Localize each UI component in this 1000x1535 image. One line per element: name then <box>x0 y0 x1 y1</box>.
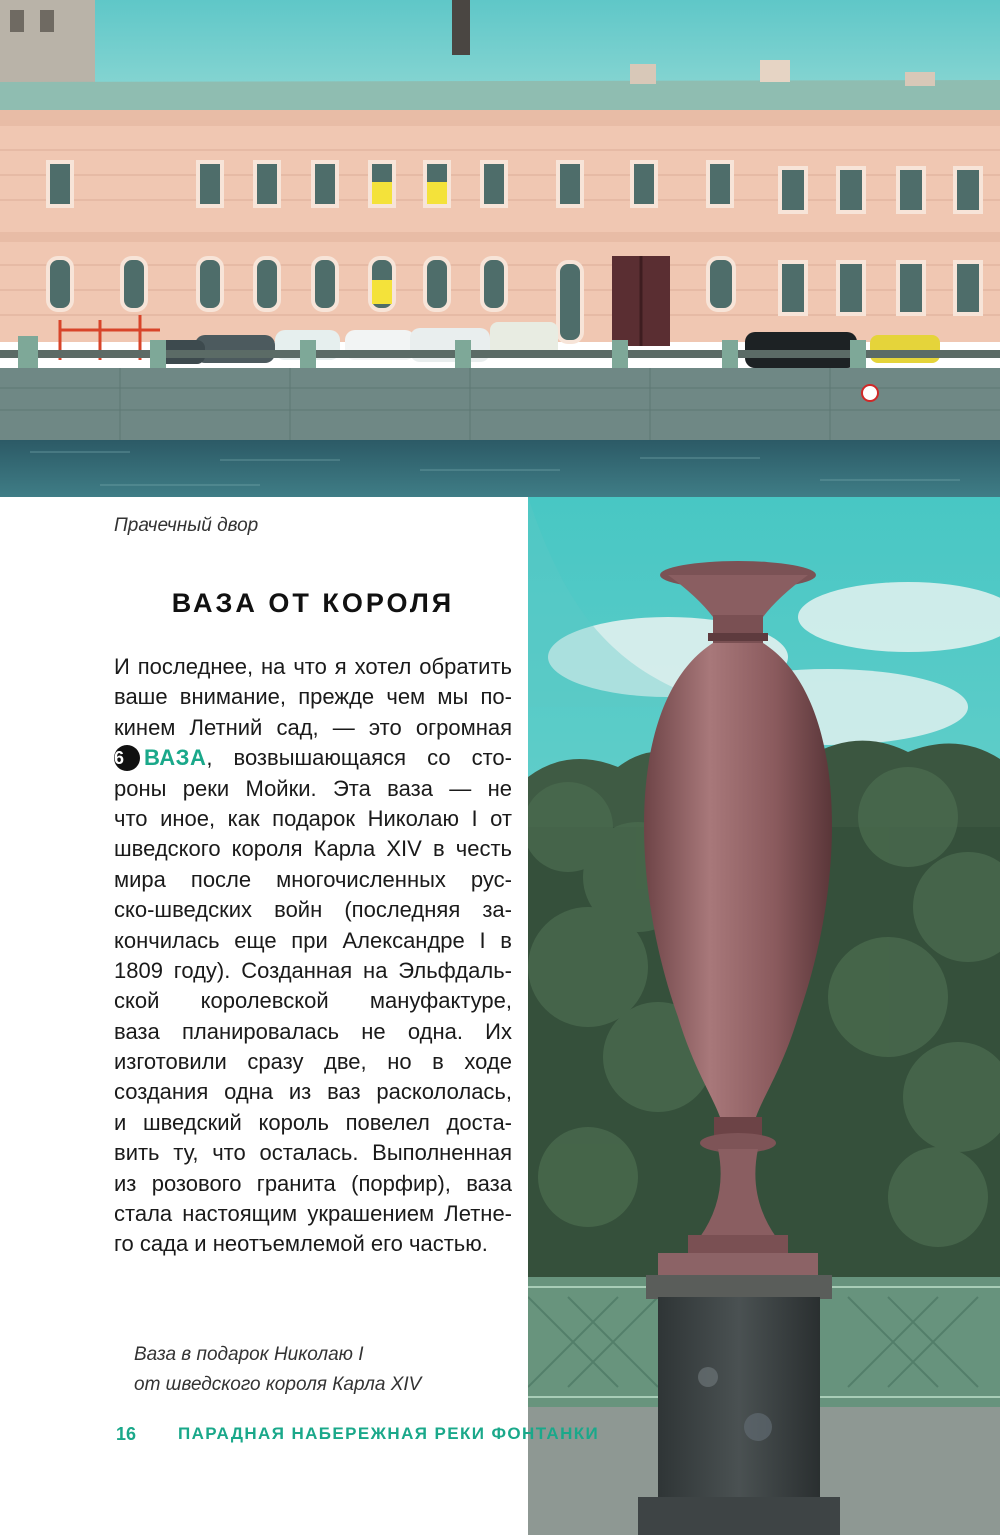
body-line: создания одна из ваз раскололась, <box>114 1079 512 1105</box>
top-photo-caption: Прачечный двор <box>114 515 259 536</box>
vase-photo-caption <box>134 1340 514 1400</box>
body-line: ваза планировалась не одна. Их <box>114 1018 512 1044</box>
laundry-yard-photo <box>0 0 1000 497</box>
body-line: вить ту, что осталась. Выполненная <box>114 1140 512 1166</box>
body-line: 1809 году). Созданная на Эльфдаль- <box>114 957 512 983</box>
body-line: роны реки Мойки. Эта ваза — не <box>114 775 512 801</box>
body-line: изготовили сразу две, но в ходе <box>114 1049 512 1075</box>
body-line: ской королевской мануфактуре, <box>114 988 512 1014</box>
body-line: И последнее, на что я хотел обратить <box>114 654 512 679</box>
body-line: что иное, как подарок Николаю I от <box>114 805 512 831</box>
body-line: стала настоящим украшением Летне- <box>114 1201 512 1227</box>
body-line: мира после многочисленных рус- <box>114 866 512 892</box>
body-line: шведского короля Карла XIV в честь <box>114 836 512 862</box>
highlighted-place-name: ВАЗА <box>144 745 207 771</box>
section-heading: ВАЗА ОТ КОРОЛЯ <box>171 588 455 618</box>
vase-caption-line: Ваза в подарок Николаю I <box>134 1344 364 1365</box>
body-line: кинем Летний сад, — это огромная <box>114 714 512 740</box>
map-marker-number: 6 <box>114 745 140 771</box>
section-body-text <box>114 652 512 1260</box>
porphyry-vase-photo <box>528 497 1000 1535</box>
vase-caption-line: от шведского короля Карла XIV <box>134 1374 422 1395</box>
body-line: ско-шведских войн (последняя за- <box>114 897 512 923</box>
page-number: 16 <box>116 1424 137 1444</box>
body-line: и шведский король повелел доста- <box>114 1109 512 1135</box>
running-title: ПАРАДНАЯ НАБЕРЕЖНАЯ РЕКИ ФОНТАНКИ <box>178 1424 600 1443</box>
body-line: го сада и неотъемлемой его частью. <box>114 1231 488 1257</box>
body-line-with-marker <box>114 743 512 773</box>
body-line: кончилась еще при Александре I в <box>114 927 512 953</box>
body-line-rest: , возвышающаяся со сто- <box>206 745 512 771</box>
body-line: ваше внимание, прежде чем мы по- <box>114 684 512 710</box>
body-line: из розового гранита (порфир), ваза <box>114 1170 512 1196</box>
